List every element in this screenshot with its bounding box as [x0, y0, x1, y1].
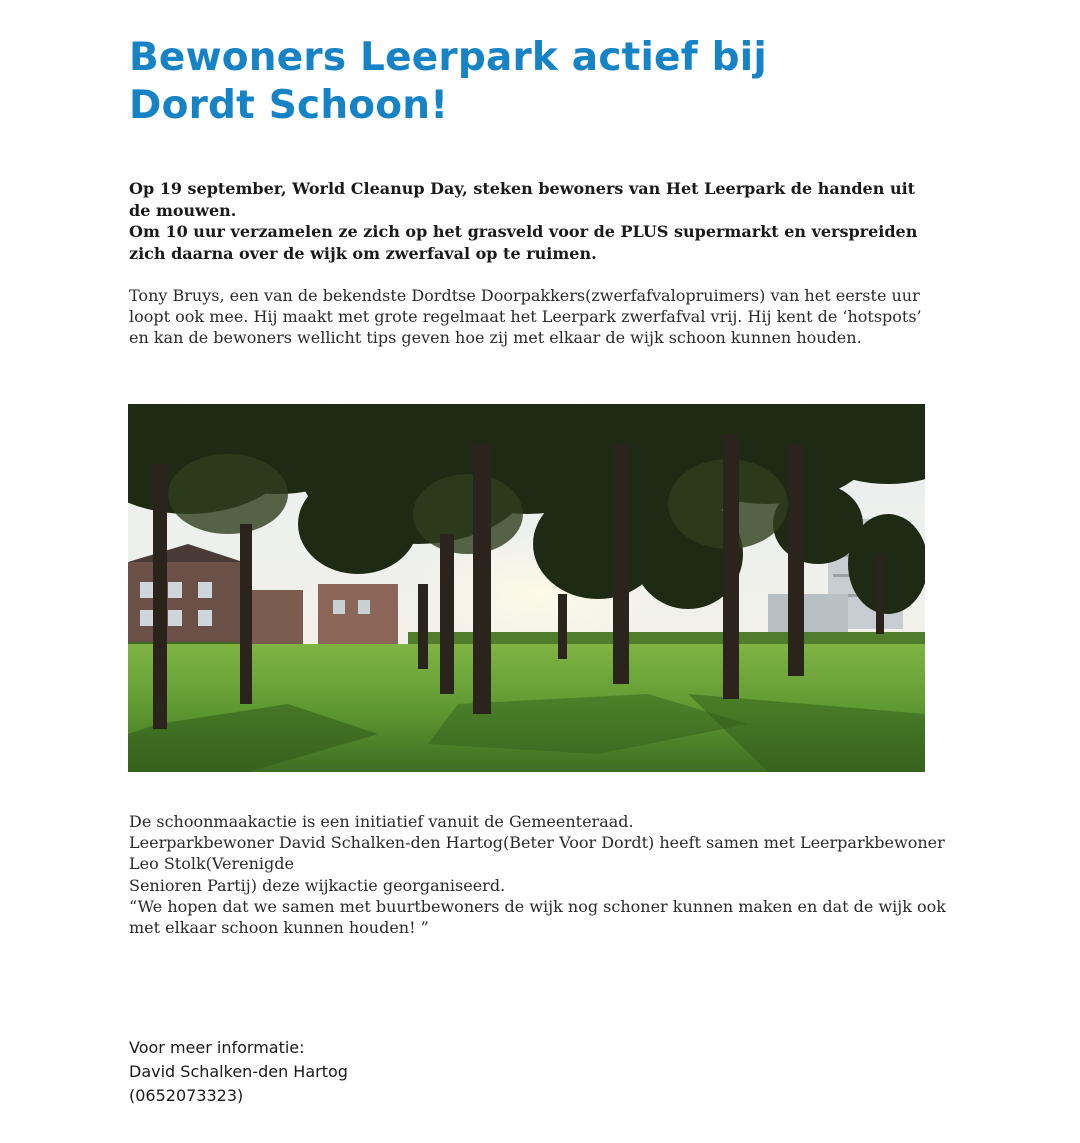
contact-phone: (0652073323)	[129, 1086, 244, 1105]
contact-heading: Voor meer informatie:	[129, 1038, 305, 1057]
body-paragraph-2-line: De schoonmaakactie is een initiatief vanuit de Gemeenteraad.	[129, 812, 634, 831]
park-photo	[128, 404, 925, 772]
quote: “We hopen dat we samen met buurtbewoners de wijk nog schoner kunnen maken en dat de wijk ook met elkaar schoon kunnen houden! ”	[129, 896, 946, 938]
intro-line: Op 19 september, World Cleanup Day, steken bewoners van Het Leerpark de handen uit de mouwen.	[129, 179, 916, 220]
article-title	[129, 34, 929, 130]
intro-line: Om 10 uur verzamelen ze zich op het grasveld voor de PLUS supermarkt en verspreiden zich daarna over de wijk om zwerfaval op te ruimen.	[129, 222, 918, 263]
body-paragraph-1	[129, 285, 944, 348]
contact-name: David Schalken-den Hartog	[129, 1062, 348, 1081]
body-paragraph-2-line: Leerparkbewoner David Schalken-den Hartog(Beter Voor Dordt) heeft samen met Leerparkbewoner Leo Stolk(Verenigde	[129, 833, 945, 874]
body-paragraph-1-text: Tony Bruys, een van de bekendste Dordtse Doorpakkers(zwerfafvalopruimers) van het eerste uur loopt ook mee. Hij maakt met grote regelmaat het Leerpark zwerfafval vrij. Hij kent de ‘hotspots’ en kan de bewoners wellicht tips geven hoe zij met elkaar de wijk schoon kunnen houden.	[129, 286, 922, 347]
contact-block	[129, 1036, 629, 1108]
body-paragraph-2-line: Senioren Partij) deze wijkactie georganiseerd.	[129, 875, 506, 895]
article-title-line-2: Dordt Schoon!	[129, 83, 449, 128]
article-title-line-1: Bewoners Leerpark actief bij	[129, 35, 767, 80]
body-paragraph-2	[129, 811, 949, 938]
intro-paragraph	[129, 178, 929, 264]
